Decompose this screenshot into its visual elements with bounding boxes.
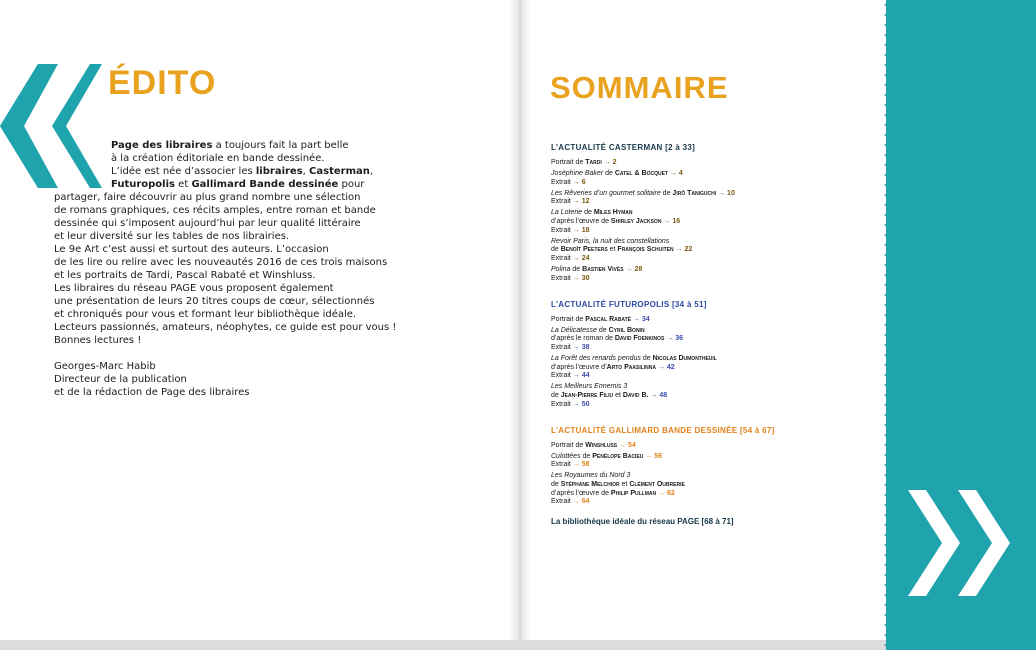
entry-text: d’après l’œuvre de	[551, 489, 611, 497]
edito-bold: Casterman	[309, 166, 370, 177]
toc-entry[interactable]	[551, 442, 881, 451]
edito-line: et les portraits de Tardi, Pascal Rabaté et Winshluss.	[54, 270, 316, 281]
page-number: → 18	[572, 226, 590, 234]
extract-label: Extrait	[551, 372, 571, 380]
page-number: → 58	[572, 461, 590, 469]
toc-entry[interactable]	[551, 159, 881, 168]
edito-bold: libraires	[255, 166, 303, 177]
edito-text: ,	[369, 166, 374, 177]
author: Miles Hyman	[593, 209, 633, 217]
entry-text: de	[596, 326, 609, 334]
entry-text: de	[551, 246, 561, 254]
zigzag-edge	[880, 0, 892, 650]
extract-label: Extrait	[551, 198, 571, 206]
book-title: Les Royaumes du Nord 3	[551, 472, 631, 480]
entry-text: Portrait de	[551, 159, 586, 166]
edito-bold: Futuropolis	[111, 179, 175, 190]
author: Bastien Vivès	[582, 266, 624, 274]
extract-label: Extrait	[551, 400, 571, 408]
signature-role: et de la rédaction de Page des libraires	[54, 387, 250, 398]
toc-entry[interactable]	[551, 316, 881, 325]
page-number: → 38	[572, 344, 590, 351]
book-title: Les Rêveries d’un gourmet solitaire	[551, 189, 661, 197]
section-casterman	[551, 143, 881, 283]
author: David Foenkinos	[614, 335, 665, 343]
table-of-contents	[551, 143, 881, 526]
edito-bold: Gallimard Bande dessinée	[191, 179, 339, 190]
toc-entry[interactable]	[551, 209, 881, 235]
edito-line: Lecteurs passionnés, amateurs, néophytes, ce guide est pour vous !	[54, 322, 397, 333]
edito-line: dessinée qui s’imposent aujourd’hui par leur qualité littéraire	[54, 218, 361, 229]
book-title: La Délicatesse	[551, 326, 597, 334]
entry-text: de	[660, 189, 673, 197]
section-futuropolis	[551, 300, 881, 409]
edito-line: de les lire ou relire avec les nouveautés 2016 de ces trois maisons	[54, 257, 388, 268]
entry-text: de	[582, 209, 594, 217]
edito-title: ÉDITO	[108, 64, 217, 102]
entry-text: de	[551, 481, 561, 489]
edito-line	[111, 179, 364, 191]
entry-text: Portrait de	[551, 315, 586, 323]
page-number: → 24	[572, 254, 590, 262]
section-gap	[551, 412, 881, 426]
book-title: Culottées	[551, 452, 581, 460]
extract-label: Extrait	[551, 274, 571, 282]
page-number: → 30	[572, 274, 590, 282]
page-number: → 54	[619, 441, 636, 449]
author: David B.	[622, 391, 649, 399]
page-number: → 56	[645, 452, 663, 460]
author: Nicolas Dumontheuil	[652, 355, 717, 363]
author: Pénélope Bacieu	[592, 452, 644, 460]
entry-text: et	[613, 391, 623, 399]
page-gutter	[508, 0, 532, 650]
page-number: → 48	[650, 391, 668, 399]
extract-label: Extrait	[551, 344, 571, 351]
author: Pascal Rabaté	[585, 315, 631, 323]
book-title: La Loterie	[551, 209, 583, 217]
book-title: La Forêt des renards pendus	[551, 355, 641, 363]
edito-line: Les libraires du réseau PAGE vous proposent également	[54, 283, 334, 294]
page-number: → 28	[625, 266, 643, 274]
page-number: → 22	[675, 246, 693, 254]
section-gallimard	[551, 426, 881, 507]
edito-line: partager, faire découvrir au plus grand nombre une sélection	[54, 192, 361, 203]
entry-text: de	[570, 266, 583, 274]
edito-text: et	[175, 179, 192, 190]
signature-role: Directeur de la publication	[54, 374, 187, 385]
author: Stéphane Melchior	[560, 481, 620, 489]
double-chevron-right-icon	[908, 490, 1012, 596]
author: Clément Oubrerie	[629, 481, 685, 489]
author: Jean-Pierre Filiu	[560, 391, 614, 399]
entry-text: de	[640, 355, 653, 363]
section-heading[interactable]: L’ACTUALITÉ CASTERMAN [2 à 33]	[551, 143, 696, 152]
entry-text: de	[603, 170, 615, 178]
toc-entry[interactable]	[551, 170, 881, 187]
entry-text: et	[607, 246, 618, 254]
section-heading[interactable]: L’ACTUALITÉ FUTUROPOLIS [34 à 51]	[551, 299, 707, 309]
page-number: → 42	[657, 363, 675, 371]
page-number: → 34	[632, 315, 650, 323]
signature-name: Georges-Marc Habib	[54, 361, 156, 372]
sommaire-title: SOMMAIRE	[550, 70, 729, 105]
author: Jirô Taniguchi	[672, 189, 717, 197]
edito-line: Le 9e Art c’est aussi et surtout des auteurs. L’occasion	[54, 244, 329, 255]
page-number: → 44	[572, 372, 590, 380]
edito-line: Bonnes lectures !	[54, 335, 142, 346]
page-number: → 10	[718, 189, 735, 197]
author: Benoît Peeters	[560, 246, 608, 254]
section-heading[interactable]: L’ACTUALITÉ GALLIMARD BANDE DESSINÉE [54 à 67]	[551, 425, 775, 435]
book-title: Revoir Paris, la nuit des constellations	[551, 237, 670, 245]
author: Winshluss	[585, 441, 618, 449]
toc-entry[interactable]	[551, 190, 881, 207]
edito-line: de romans graphiques, ces récits amples, entre roman et bande	[54, 205, 376, 216]
page-number: → 64	[572, 498, 590, 506]
toc-entry[interactable]	[551, 238, 881, 264]
page-number: → 50	[572, 400, 590, 408]
page-number: → 4	[669, 170, 683, 178]
entry-text: Portrait de	[551, 441, 586, 449]
page-number: → 6	[572, 178, 586, 186]
toc-entry[interactable]	[551, 266, 881, 283]
author: Catel & Bocquet	[614, 170, 668, 178]
page-number: → 16	[663, 218, 681, 226]
page-number: → 62	[658, 489, 675, 497]
edito-text: ,	[302, 166, 310, 177]
author: Shirley Jackson	[610, 218, 662, 226]
edito-text: L’idée est née d’associer les	[111, 166, 256, 177]
extract-label: Extrait	[551, 461, 571, 469]
toc-entry[interactable]	[551, 327, 881, 353]
book-title: Les Meilleurs Ennemis 3	[551, 383, 628, 391]
edito-line	[111, 166, 373, 178]
toc-entry[interactable]	[551, 453, 881, 470]
toc-entry[interactable]	[551, 472, 881, 506]
extract-label: Extrait	[551, 498, 571, 506]
edito-line: et leur diversité sur les tables de nos librairies.	[54, 231, 290, 242]
edito-line	[111, 140, 349, 152]
page-number: → 36	[666, 335, 684, 343]
edito-line: une présentation de leurs 20 titres coups de cœur, sélectionnés	[54, 296, 375, 307]
entry-text: d’après l’œuvre de	[551, 218, 611, 226]
author: Arto Paasilinna	[606, 363, 656, 371]
extract-label: Extrait	[551, 226, 571, 234]
entry-text: et	[619, 481, 630, 489]
author: Cyril Bonin	[608, 326, 645, 334]
section-gap	[551, 286, 881, 300]
toc-entry[interactable]	[551, 355, 881, 381]
double-chevron-left-icon	[0, 64, 102, 188]
entry-text: de	[580, 452, 593, 460]
extract-label: Extrait	[551, 254, 571, 262]
entry-text: de	[551, 391, 561, 399]
extract-label: Extrait	[551, 178, 571, 186]
entry-text: d’après l’œuvre d’	[551, 363, 607, 371]
author: Philip Pullman	[610, 489, 657, 497]
book-title: Joséphine Baker	[551, 170, 604, 178]
page-number: → 2	[603, 159, 617, 166]
page-number: → 12	[572, 198, 590, 206]
edito-bold: Page des libraires	[111, 140, 213, 151]
entry-text: d’après le roman de	[551, 335, 615, 343]
edito-line: et chroniqués pour vous et formant leur bibliothèque idéale.	[54, 309, 357, 320]
book-title: Polina	[551, 266, 571, 274]
author: Tardi	[585, 159, 602, 166]
toc-entry[interactable]	[551, 383, 881, 409]
edito-line: à la création éditoriale en bande dessinée.	[111, 153, 325, 164]
edito-text: a toujours fait la part belle	[212, 140, 349, 151]
author: François Schuiten	[617, 246, 674, 254]
biblio-link[interactable]: La bibliothèque idéale du réseau PAGE [68 à 71]	[551, 516, 734, 526]
edito-text: pour	[338, 179, 365, 190]
